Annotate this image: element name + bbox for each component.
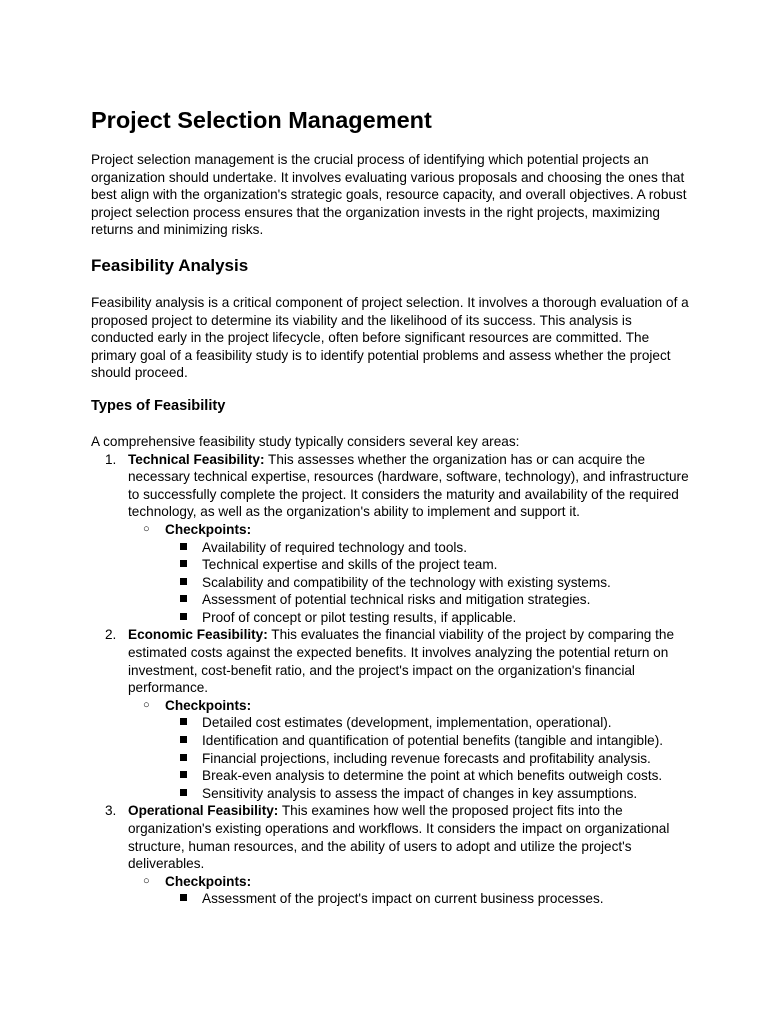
checkpoints-label: Checkpoints: [165, 521, 252, 537]
circle-bullet-icon: ○ [143, 874, 150, 887]
square-bullet-icon [180, 754, 187, 761]
item-name: Technical Feasibility: [128, 451, 265, 467]
checkpoint-text: Availability of required technology and tools. [202, 539, 467, 555]
checkpoints-label: Checkpoints: [165, 697, 252, 713]
list-number: 1. [105, 451, 117, 467]
item-name: Operational Feasibility: [128, 803, 279, 819]
square-bullet-icon [180, 595, 187, 602]
document-content [91, 105, 691, 908]
checkpoints-label: Checkpoints: [165, 873, 252, 889]
square-bullet-icon [180, 736, 187, 743]
checkpoint-text: Scalability and compatibility of the technology with existing systems. [202, 574, 611, 590]
checkpoints-list [128, 521, 691, 627]
checkpoints-list [128, 873, 691, 908]
circle-bullet-icon: ○ [143, 522, 150, 535]
square-bullet-icon [180, 894, 187, 901]
checkpoint-item [202, 591, 691, 609]
checkpoint-item [202, 767, 691, 785]
checkpoints-list [128, 697, 691, 803]
list-number: 2. [105, 627, 117, 643]
types-heading: Types of Feasibility [91, 397, 226, 414]
list-number: 3. [105, 803, 117, 819]
feasibility-paragraph: Feasibility analysis is a critical component of project selection. It involves a thorough evaluation of a proposed project to determine its viability and the likelihood of its success. This analysis is conducted early in the project lifecycle, often before significant resources are committed. The primary goal of a feasibility study is to identify potential problems and assess whether the project should proceed. [91, 294, 689, 381]
square-bullet-icon [180, 718, 187, 725]
page-title: Project Selection Management [91, 107, 432, 133]
checkpoint-item [202, 890, 691, 908]
square-bullet-icon [180, 578, 187, 585]
list-item [91, 451, 691, 627]
checkpoint-text: Identification and quantification of potential benefits (tangible and intangible). [202, 733, 663, 749]
checkpoint-item [202, 732, 691, 750]
checkpoint-item [202, 714, 691, 732]
list-item [91, 802, 691, 908]
square-bullet-icon [180, 771, 187, 778]
list-item [91, 626, 691, 802]
checkpoint-text: Technical expertise and skills of the project team. [202, 557, 498, 573]
checkpoint-item [202, 609, 691, 627]
square-bullet-icon [180, 789, 187, 796]
checkpoint-text: Detailed cost estimates (development, implementation, operational). [202, 715, 612, 731]
feasibility-heading: Feasibility Analysis [91, 255, 249, 275]
circle-bullet-icon: ○ [143, 698, 150, 711]
checkpoints-item [143, 697, 691, 803]
types-lead: A comprehensive feasibility study typically considers several key areas: [91, 433, 520, 449]
checkpoint-points [165, 890, 691, 908]
item-text: This evaluates the financial viability of the project by comparing the estimated costs against the expected benefits. It involves analyzing the potential return on investment, cost-benefit ratio, and the project's impact on the organization's financial performance. [128, 627, 675, 696]
checkpoint-item [202, 785, 691, 803]
checkpoint-item [202, 750, 691, 768]
item-name: Economic Feasibility: [128, 627, 268, 643]
checkpoints-item [143, 521, 691, 627]
square-bullet-icon [180, 613, 187, 620]
checkpoint-text: Proof of concept or pilot testing results, if applicable. [202, 609, 517, 625]
checkpoint-item [202, 556, 691, 574]
checkpoints-item [143, 873, 691, 908]
checkpoint-text: Financial projections, including revenue forecasts and profitability analysis. [202, 750, 651, 766]
feasibility-types-list [91, 451, 691, 908]
intro-paragraph: Project selection management is the crucial process of identifying which potential projects an organization should undertake. It involves evaluating various proposals and choosing the ones that best align with the organization's strategic goals, resource capacity, and overall objectives. A robust project selection process ensures that the organization invests in the right projects, maximizing returns and minimizing risks. [91, 152, 687, 238]
checkpoint-points [165, 714, 691, 802]
checkpoint-item [202, 574, 691, 592]
checkpoint-points [165, 539, 691, 627]
square-bullet-icon [180, 560, 187, 567]
item-text: This examines how well the proposed project fits into the organization's existing operations and workflows. It considers the impact on organizational structure, human resources, and the ability of users to adopt and utilize the project's deliverables. [128, 803, 670, 872]
checkpoint-text: Assessment of the project's impact on current business processes. [202, 891, 604, 907]
square-bullet-icon [180, 543, 187, 550]
checkpoint-text: Sensitivity analysis to assess the impact of changes in key assumptions. [202, 785, 638, 801]
checkpoint-text: Break-even analysis to determine the point at which benefits outweigh costs. [202, 768, 663, 784]
item-text: This assesses whether the organization has or can acquire the necessary technical expertise, resources (hardware, software, technology), and infrastructure to successfully complete the project. It considers the maturity and availability of the required technology, as well as the organization's ability to implement and support it. [128, 451, 689, 520]
checkpoint-item [202, 539, 691, 557]
checkpoint-text: Assessment of potential technical risks and mitigation strategies. [202, 592, 591, 608]
